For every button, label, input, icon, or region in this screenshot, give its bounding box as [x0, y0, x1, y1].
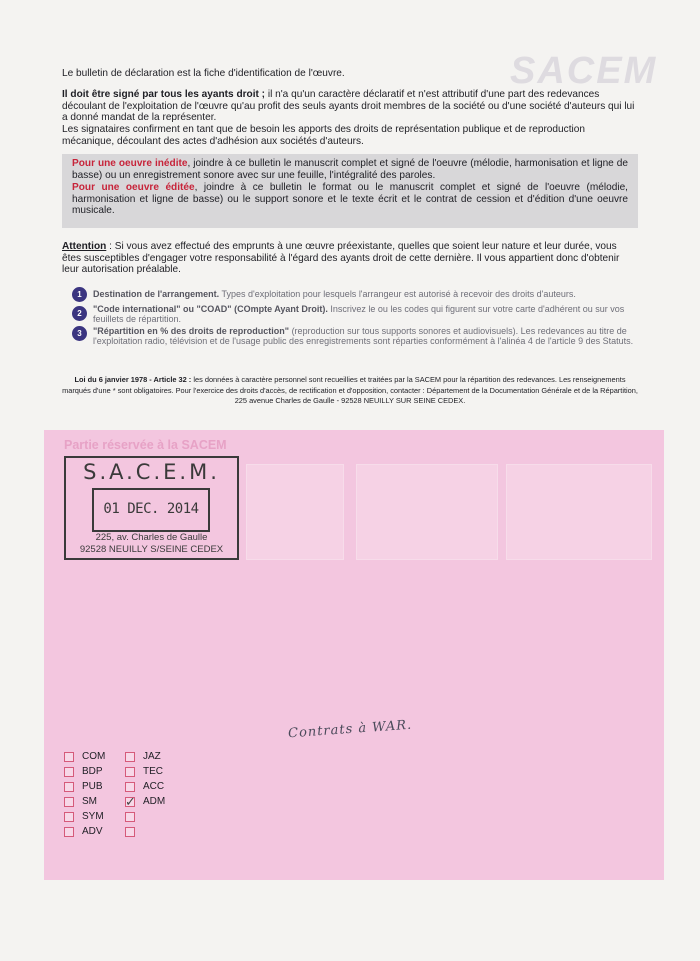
stamp-address-line-1: 225, av. Charles de Gaulle	[95, 532, 208, 543]
check-mark-icon: ✓	[125, 794, 136, 809]
published-instruction: Pour une oeuvre éditée, joindre à ce bulletin le format ou le manuscrit complet et signé de l'oeuvre (mélodie, harmonisation et ligne de basse) ou le support sonore et le texte écrit et le contrat de cession et d'édition d'une oeuvre musicale.	[72, 182, 628, 217]
stamp-date: 01 DEC. 2014	[103, 501, 199, 517]
reserved-field-box	[356, 464, 498, 560]
number-badge-3: 3	[72, 326, 87, 341]
stamp-org-name: S.A.C.E.M.	[83, 460, 220, 484]
signature-paragraph	[62, 89, 638, 124]
attention-paragraph: Attention : Si vous avez effectué des emprunts à une œuvre préexistante, quelles que soient leur nature et leur durée, vous êtes susceptibles d'engager votre responsabilité à l'égard des ayants droit de cette dernière. Il vous appartient donc d'obtenir leur autorisation préalable.	[62, 241, 620, 276]
signatories-paragraph: Les signataires confirment en tant que de besoin les apports des droits de représentation publique et de reproduction mécanique, découlant des actes d'adhésion aux sociétés d'auteurs.	[62, 124, 585, 147]
reserved-area-title: Partie réservée à la SACEM	[64, 438, 227, 452]
reserved-field-box	[246, 464, 344, 560]
unpublished-instruction: Pour une oeuvre inédite, joindre à ce bulletin le manuscrit complet et signé de l'oeuvre (mélodie, harmonisation et ligne de basse) ou un enregistrement sonore avec sur une feuille, l'intégralité des paroles.	[72, 158, 628, 181]
intro-paragraph: Le bulletin de déclaration est la fiche d'identification de l'œuvre.	[62, 68, 345, 79]
attention-label: Attention	[62, 241, 107, 252]
sacem-reception-stamp	[64, 456, 239, 560]
stamp-address-line-2: 92528 NEUILLY S/SEINE CEDEX	[79, 544, 224, 555]
unpublished-label: Pour une oeuvre inédite	[72, 158, 188, 169]
declaration-form-page: SACEM Le bulletin de déclaration est la fiche d'identification de l'œuvre. Il doit être signé par tous les ayants droit ; il n'a qu'un caractère déclaratif et n'est attributif d'une part des redevances découlant de l'exploitation de l'œuvre qu'au profit des seuls ayants droit membres de la société ou d'une société d'auteurs qui lui a donné mandat de la représenter. Les signataires confirment en tant que de besoin les apports des droits de représentation publique et de reproduction mécanique, découlant des actes d'adhésion aux sociétés d'auteurs. Pour une oeuvre inédite, joindre à ce bulletin le manuscrit complet et signé de l'oeuvre (mélodie, harmonisation et ligne de basse) ou un enregistrement sonore avec sur une feuille, l'intégralité des paroles. Pour une oeuvre éditée, joindre à ce bulletin le format ou le manuscrit complet et signé de l'oeuvre (mélodie, harmonisation et ligne de basse) ou le support sonore et le texte écrit et le contrat de cession et d'édition d'une oeuvre musicale. Attention : Si vous avez effectué des emprunts à une œuvre préexistante, quelles que soient leur nature et leur durée, vous êtes susceptibles d'engager votre responsabilité à l'égard des ayants droit de cette dernière. Il vous appartient donc d'obtenir leur autorisation préalable. 1 Destination de l'arrangement. Types d'exploitation pour lesquels l'arrangeur est autorisé à recevoir des droits d'auteurs. 2 "Code international" ou "COAD" (COmpte Ayant Droit). Inscrivez le ou les codes qui figurent sur votre carte d'adhérent ou sur vos feuillets de répartition. 3 "Répartition en % des droits de reproduction" (reproduction sur tous supports sonores et audiovisuels). Les redevances au titre de l'exploitation radio, télévision et de l'usage public des enregistrements sont réparties conformément à l'alinéa 4 de l'article 9 des Statuts. Loi du 6 janvier 1978 - Article 32 : les données à caractère personnel sont recueillies et traitées par la SACEM pour la répartition des redevances. Les renseignements marqués d'une * sont obligatoires. Pour l'exercice des droits d'accès, de rectification et d'opposition, contacter : Département de la Documentation Générale et de la Répartition, 225 avenue Charles de Gaulle - 92528 NEUILLY SUR SEINE CEDEX. Partie réservée à la SACEM S.A.C.E.M. 01 DEC. 2014 225, av. Charles de Gaulle 92528 NEUILLY S/SEINE CEDEX Contrats à WAR. COM BDP PUB SM SYM ADV JAZ TEC ACC ✓ ADM	[0, 0, 700, 961]
published-label: Pour une oeuvre éditée	[72, 182, 195, 194]
reserved-field-box	[506, 464, 652, 560]
signature-bold: Il doit être signé par tous les ayants droit ;	[62, 89, 266, 100]
number-badge-1: 1	[72, 287, 87, 302]
law-notice: Loi du 6 janvier 1978 - Article 32 : les données à caractère personnel sont recueillies et traitées par la SACEM pour la répartition des redevances. Les renseignements marqués d'une * sont obligatoires. Pour l'exercice des droits d'accès, de rectification et d'opposition, contacter : Département de la Documentation Générale et de la Répartition, 225 avenue Charles de Gaulle - 92528 NEUILLY SUR SEINE CEDEX.	[62, 375, 638, 405]
handwritten-note: Contrats à WAR.	[287, 717, 413, 742]
number-badge-2: 2	[72, 306, 87, 321]
instructions-box	[62, 154, 638, 228]
stamp-date-box	[92, 488, 210, 532]
signature-rest: il n'a qu'un caractère déclaratif et n'est attributif d'une part des redevances découlant de l'exploitation de l'œuvre qu'au profit des seuls ayants droit membres de la société ou d'une société d'auteurs qui lui a donné mandat de la représenter.	[62, 89, 635, 124]
show-through-logo: SACEM	[510, 50, 658, 92]
